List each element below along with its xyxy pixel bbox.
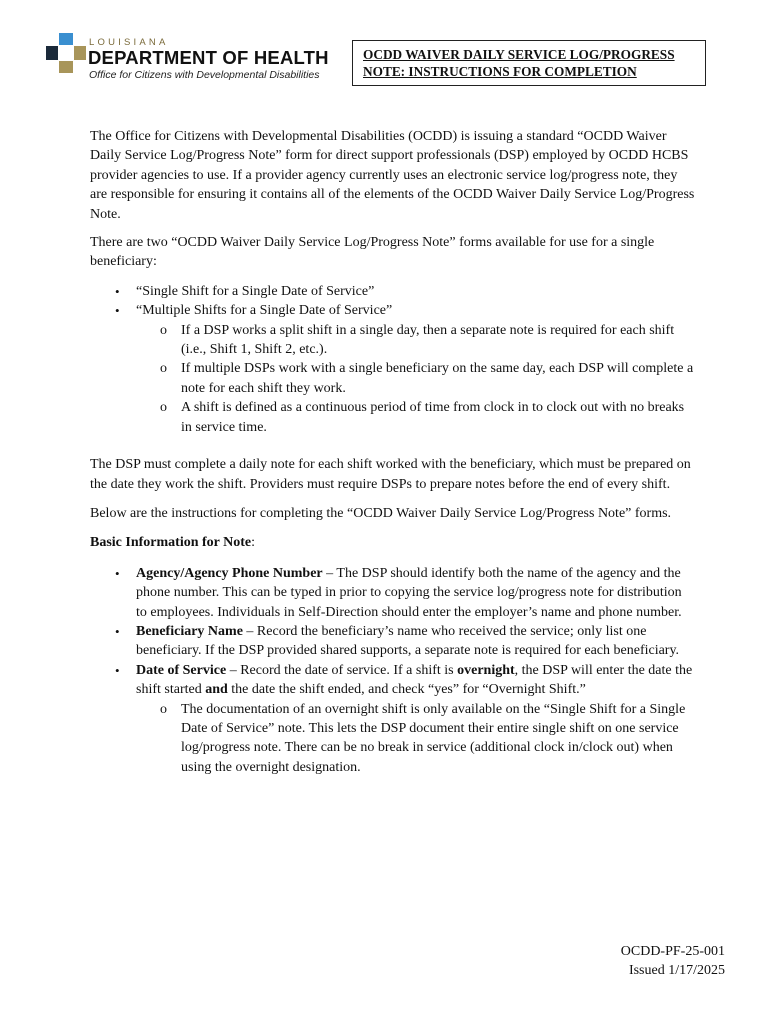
sub-list-item <box>136 321 695 360</box>
bold-and: and <box>205 682 228 698</box>
multiple-shifts-sublist <box>136 321 695 437</box>
sub-bullet-marker: o <box>160 400 167 416</box>
sub-item-shift-definition: A shift is defined as a continuous period of time from clock in to clock out with no breaks in service time. <box>181 400 685 435</box>
sub-item-split-shift: If a DSP works a split shift in a single day, then a separate note is required for each shift (i.e., Shift 1, Shift 2, etc.). <box>181 322 675 358</box>
form-single-shift: “Single Shift for a Single Date of Service” <box>136 283 375 299</box>
document-footer <box>621 942 725 980</box>
desc-beneficiary: – Record the beneficiary’s name who received the service; only list one beneficiary. If the DSP provided shared supports, a separate note is required for each beneficiary. <box>136 623 680 659</box>
instructions-intro-paragraph: Below are the instructions for completing the “OCDD Waiver Daily Service Log/Progress Note” forms. <box>90 505 672 521</box>
sub-bullet-marker: o <box>160 701 167 717</box>
ldh-logo <box>46 33 329 83</box>
form-id: OCDD-PF-25-001 <box>620 944 725 959</box>
ldh-cross-logo-icon <box>46 33 86 73</box>
basic-info-heading <box>90 533 695 552</box>
title-line-1: OCDD WAIVER DAILY SERVICE LOG/PROGRESS <box>363 47 675 62</box>
desc-date-b: , the DSP will enter the date the shift started <box>136 662 693 698</box>
desc-agency: – The DSP should identify both the name of the agency and the phone number. This can be typed in prior to copying the service log/progress note for distribution to employees. Individuals in Self-Direction should enter the employer’s name and phone number. <box>136 565 682 620</box>
issued-date: Issued 1/17/2025 <box>628 963 725 978</box>
term-agency: Agency/Agency Phone Number <box>136 565 323 581</box>
logo-department-text: DEPARTMENT OF HEALTH <box>88 47 329 68</box>
sub-bullet-marker: o <box>160 361 167 377</box>
logo-office-text: Office for Citizens with Developmental Disabilities <box>89 69 320 81</box>
sub-item-overnight: The documentation of an overnight shift is only available on the “Single Shift for a Single Date of Service” note. This lets the DSP document their entire single shift on one service log/progress note. There can be no break in service (additional clock in/clock out) when using the overnight designation. <box>181 701 686 775</box>
logo-state-text: LOUISIANA <box>89 37 169 48</box>
document-title-box <box>352 40 706 86</box>
title-line-2: NOTE: INSTRUCTIONS FOR COMPLETION <box>363 64 637 79</box>
date-of-service-sublist <box>136 700 695 778</box>
basic-info-heading-colon: : <box>251 535 255 551</box>
term-beneficiary: Beneficiary Name <box>136 623 243 639</box>
bold-overnight: overnight <box>457 662 515 678</box>
list-item <box>90 564 695 622</box>
forms-list <box>90 282 695 437</box>
list-item <box>90 282 695 301</box>
sub-bullet-marker: o <box>160 322 167 338</box>
desc-date-a: – Record the date of service. If a shift is <box>226 662 458 678</box>
form-multiple-shifts: “Multiple Shifts for a Single Date of Service” <box>136 303 393 319</box>
sub-item-multiple-dsps: If multiple DSPs work with a single beneficiary on the same day, each DSP will complete a note for each shift they work. <box>181 361 694 396</box>
list-item <box>90 661 695 777</box>
basic-info-list <box>90 564 695 777</box>
basic-info-heading-text: Basic Information for Note <box>90 535 252 551</box>
document-body <box>90 127 695 777</box>
list-item <box>90 301 695 437</box>
sub-list-item <box>136 700 695 778</box>
desc-date-c: the date the shift ended, and check “yes” for “Overnight Shift.” <box>227 682 586 698</box>
term-date-of-service: Date of Service <box>136 662 227 678</box>
sub-list-item <box>136 359 695 398</box>
list-item <box>90 622 695 661</box>
forms-intro-paragraph: There are two “OCDD Waiver Daily Service Log/Progress Note” forms available for use for a single beneficiary: <box>90 235 655 270</box>
daily-note-paragraph: The DSP must complete a daily note for each shift worked with the beneficiary, which must be prepared on the date they work the shift. Providers must require DSPs to prepare notes before the end of every shift. <box>90 457 691 492</box>
intro-paragraph: The Office for Citizens with Developmental Disabilities (OCDD) is issuing a standard “OCDD Waiver Daily Service Log/Progress Note” form for direct support professionals (DSP) employed by OCDD HCBS provider agencies to use. If a provider agency currently uses an electronic service log/progress note, they are responsible for ensuring it contains all of the elements of the OCDD Waiver Daily Service Log/Progress Note. <box>90 129 695 222</box>
sub-list-item <box>136 398 695 437</box>
